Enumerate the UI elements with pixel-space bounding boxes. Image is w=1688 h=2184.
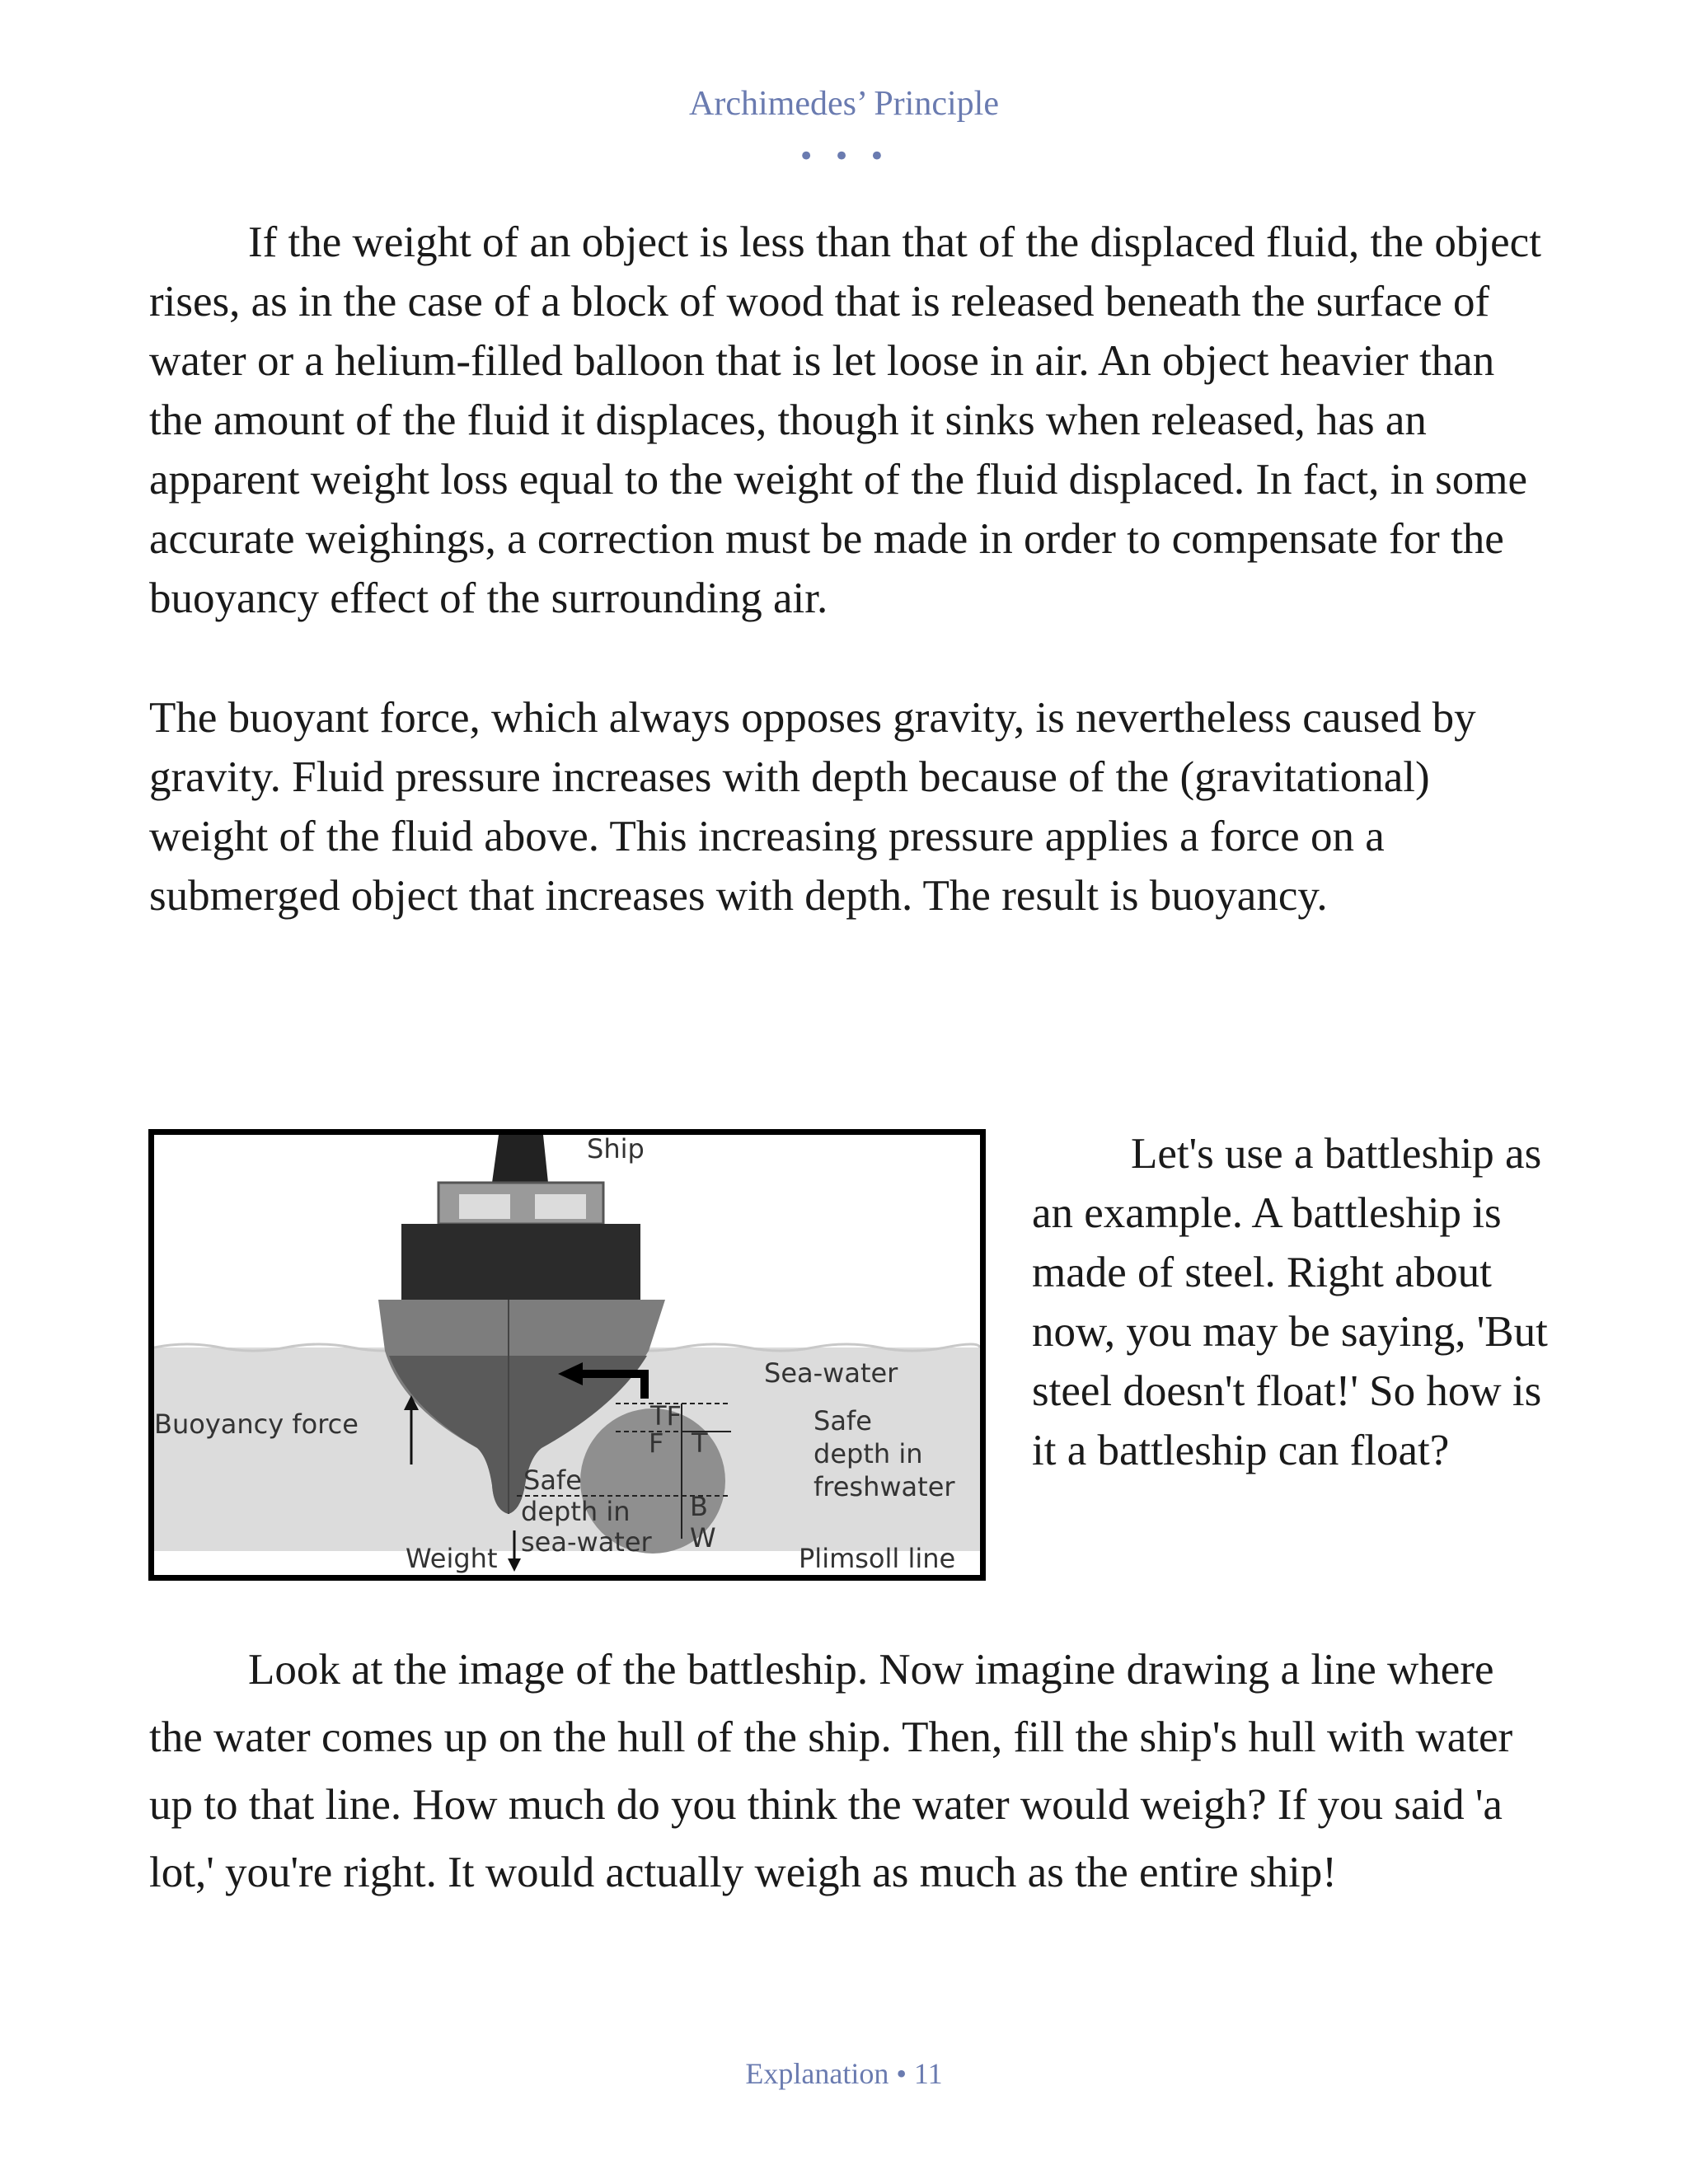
ship-window-right — [535, 1194, 586, 1219]
ship-mast — [492, 1135, 548, 1183]
label-safe-sea-3: sea-water — [521, 1526, 652, 1558]
label-weight: Weight — [406, 1543, 498, 1574]
battleship-diagram — [148, 1129, 986, 1581]
label-t: T — [692, 1427, 708, 1459]
body-paragraph-3: Look at the image of the battleship. Now imagine drawing a line where the water comes up on the hull of the ship. Then, fill the ship's hull with water up to that line. How much do you think the water would weigh? If you said 'a lot,' you're right. It would actually weigh as much as the entire ship! — [149, 1646, 1513, 1896]
label-f: F — [649, 1427, 664, 1459]
label-safe-fresh-1: Safe — [814, 1405, 872, 1436]
label-tf: TF — [650, 1400, 682, 1432]
body-paragraph-2: The buoyant force, which always opposes gravity, is nevertheless caused by gravity. Fluid pressure increases with depth because of the (gravitational) weight of the fluid above. This increasing pressure applies a force on a submerged object that increases with depth. The result is buoyancy. — [149, 694, 1476, 920]
label-plimsoll-line: Plimsoll line — [799, 1543, 956, 1574]
label-safe-sea-1: Safe — [523, 1465, 582, 1496]
ship-window-left — [459, 1194, 510, 1219]
label-b: B — [690, 1491, 708, 1522]
ship-upper-hull — [401, 1224, 640, 1300]
label-sea-water: Sea-water — [764, 1357, 898, 1389]
label-buoyancy-force: Buoyancy force — [154, 1408, 359, 1440]
header-ornament: • • • — [798, 140, 890, 173]
label-safe-fresh-2: depth in — [814, 1438, 923, 1469]
label-safe-sea-2: depth in — [521, 1496, 631, 1527]
body-paragraph-1: If the weight of an object is less than that of the displaced fluid, the object rises, as in the case of a block of wood that is released beneath the surface of water or a helium-filled balloon that is let loose in air. An object heavier than the amount of the fluid it displaces, though it sinks when released, has an apparent weight loss equal to the weight of the fluid displaced. In fact, in some accurate weighings, a correction must be made in order to compensate for the buoyancy effect of the surrounding air. — [149, 218, 1541, 622]
label-w: W — [690, 1522, 716, 1554]
page-footer: Explanation • 11 — [745, 2057, 943, 2090]
battleship-diagram-svg — [154, 1135, 980, 1575]
label-safe-fresh-3: freshwater — [814, 1471, 955, 1502]
label-ship: Ship — [587, 1135, 645, 1165]
side-paragraph: Let's use a battleship as an example. A battleship is made of steel. Right about now, you may be saying, 'But steel doesn't float!' So how is it a battleship can float? — [1032, 1130, 1548, 1474]
running-head-title: Archimedes’ Principle — [689, 85, 999, 123]
